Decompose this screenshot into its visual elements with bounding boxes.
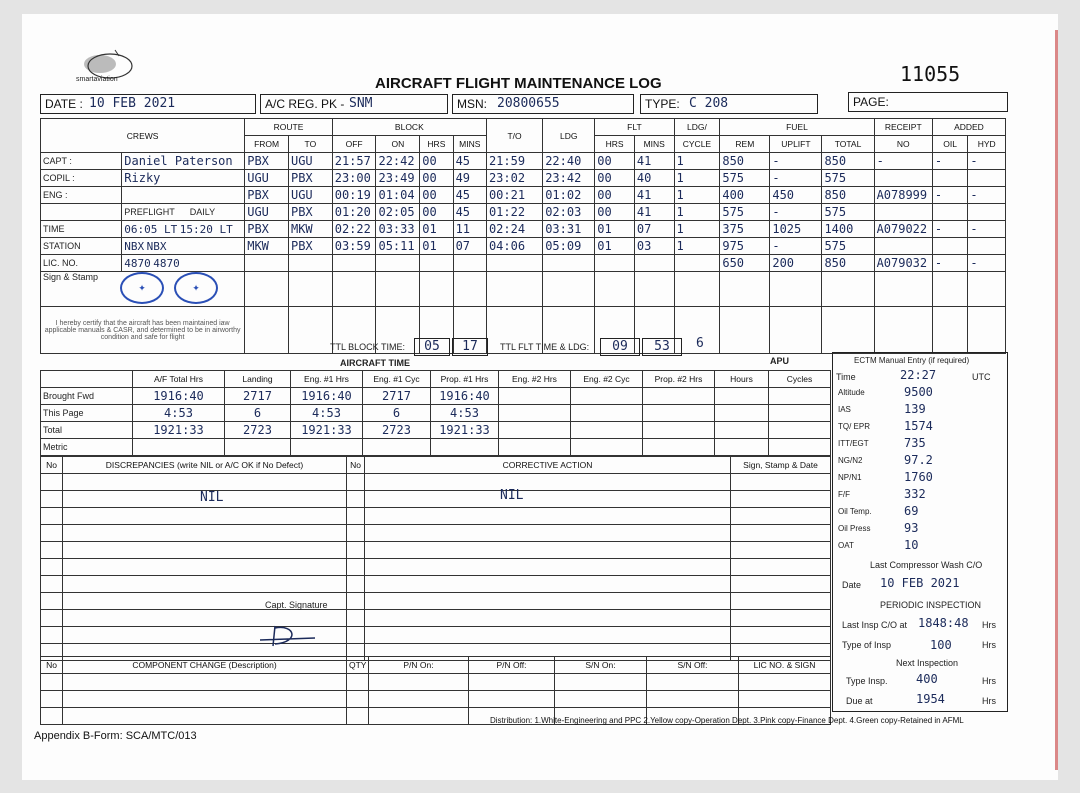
table-row: CAPT : Daniel Paterson PBX UGU 21:57 22:42 00 45 21:59 22:40 00 41 1 850 - 850 - - -	[41, 153, 1006, 170]
aircraft-time-table: A/F Total Hrs Landing Eng. #1 Hrs Eng. #1 Cyc Prop. #1 Hrs Eng. #2 Hrs Eng. #2 Cyc Prop. #2 Hrs Hours Cycles Brought Fwd 1916:40 2717 1916:40 2717 1916:40 This Page 4:53 6 4:53 6 4:53 Total 1921:33 2723 1921:33 2723 1921:33 Metric	[40, 370, 831, 456]
table-row	[41, 474, 831, 491]
ectm-param-value: 69	[904, 504, 919, 518]
page-edge-line	[1055, 30, 1058, 770]
table-row: PREFLIGHT DAILY UGU PBX 01:20 02:05 00 45 01:22 02:03 00 41 1 575 - 575	[41, 204, 1006, 221]
table-row	[41, 508, 831, 525]
ectm-param-label: IAS	[838, 405, 851, 414]
ttl-block-mins: 17	[452, 338, 488, 356]
table-row: COPIL : Rizky UGU PBX 23:00 23:49 00 49 23:02 23:42 00 40 1 575 - 575	[41, 170, 1006, 187]
appendix-label: Appendix B-Form: SCA/MTC/013	[34, 730, 197, 742]
type-insp-unit: Hrs	[982, 640, 996, 650]
ectm-title: ECTM Manual Entry (if required)	[854, 356, 970, 365]
date-box: DATE : 10 FEB 2021	[40, 94, 256, 114]
discrepancy-value: NIL	[200, 490, 224, 505]
company-logo	[70, 48, 150, 86]
msn-box: MSN: 20800655	[452, 94, 634, 114]
ectm-param-label: NG/N2	[838, 456, 863, 465]
ectm-param-value: 10	[904, 538, 919, 552]
capt-signature-icon	[255, 620, 325, 650]
compressor-title: Last Compressor Wash C/O	[870, 560, 983, 570]
ectm-param-value: 9500	[904, 385, 933, 399]
ttl-flt-label: TTL FLT TIME & LDG:	[500, 342, 590, 352]
table-row: LIC. NO. 4870 4870 650 200 850 A079032 - -	[41, 255, 1006, 272]
distribution-note: Distribution: 1.White-Engineering and PPC 2.Yellow copy-Operation Dept. 3.Pink copy-Finance Dept. 4.Green copy-Retained in AFML	[490, 716, 964, 725]
ectm-param-value: 97.2	[904, 453, 933, 467]
ectm-param-label: Oil Press	[838, 524, 871, 533]
approval-stamp-icon: ✦	[120, 272, 164, 304]
next-type-value: 400	[916, 672, 938, 686]
ectm-param-value: 139	[904, 402, 926, 416]
date-value: 10 FEB 2021	[89, 96, 176, 111]
ectm-param-label: Oil Temp.	[838, 507, 872, 516]
ectm-param-value: 1574	[904, 419, 933, 433]
reg-value: SNM	[349, 96, 373, 111]
ectm-param-label: ITT/EGT	[838, 439, 869, 448]
table-row: Metric	[41, 439, 831, 456]
table-row: STATION NBX NBX MKW PBX 03:59 05:11 01 07 04:06 05:09 01 03 1 975 - 575	[41, 238, 1006, 255]
table-row: Brought Fwd 1916:40 2717 1916:40 2717 1916:40	[41, 388, 831, 405]
last-insp-value: 1848:48	[918, 616, 969, 630]
table-row: Sign & Stamp	[41, 272, 1006, 307]
ectm-param-value: 93	[904, 521, 919, 535]
due-value: 1954	[916, 692, 945, 706]
msn-value: 20800655	[497, 96, 560, 111]
ectm-param-label: Altitude	[838, 388, 865, 397]
page-title: AIRCRAFT FLIGHT MAINTENANCE LOG	[375, 75, 662, 92]
table-row: This Page 4:53 6 4:53 6 4:53	[41, 405, 831, 422]
approval-stamp-icon: ✦	[174, 272, 218, 304]
periodic-title: PERIODIC INSPECTION	[880, 600, 982, 610]
ectm-param-value: 1760	[904, 470, 933, 484]
table-row	[41, 627, 831, 644]
corrective-value: NIL	[500, 488, 524, 503]
compressor-date-value: 10 FEB 2021	[880, 576, 960, 590]
table-row: Total 1921:33 2723 1921:33 2723 1921:33	[41, 422, 831, 439]
table-row	[41, 542, 831, 559]
ectm-param-label: TQ/ EPR	[838, 422, 871, 431]
ectm-time-unit: UTC	[972, 372, 991, 382]
table-row	[41, 593, 831, 610]
apu-title: APU	[770, 356, 790, 366]
capt-signature-label: Capt. Signature	[265, 600, 328, 610]
compressor-date-label: Date	[842, 580, 862, 590]
last-insp-unit: Hrs	[982, 620, 996, 630]
due-label: Due at	[846, 696, 873, 706]
discrepancy-table: No DISCREPANCIES (write NIL or A/C OK if No Defect) No CORRECTIVE ACTION Sign, Stamp & Date	[40, 456, 831, 661]
type-insp-value: 100	[930, 638, 952, 652]
ectm-param-label: OAT	[838, 541, 854, 550]
logo-text: smartaviation	[76, 76, 118, 83]
due-unit: Hrs	[982, 696, 996, 706]
type-value: C 208	[689, 96, 729, 111]
reg-box: A/C REG. PK - SNM	[260, 94, 448, 114]
ectm-param-value: 332	[904, 487, 926, 501]
component-table: No COMPONENT CHANGE (Description) QTY P/N On: P/N Off: S/N On: S/N Off: LIC NO. & SIGN	[40, 656, 831, 725]
next-type-label: Type Insp.	[846, 676, 888, 686]
ttl-block-label: TTL BLOCK TIME:	[330, 342, 406, 352]
type-box: TYPE: C 208	[640, 94, 818, 114]
ectm-time-value: 22:27	[900, 368, 937, 382]
ttl-flt-mins: 53	[642, 338, 682, 356]
ectm-param-label: F/F	[838, 490, 850, 499]
page-box: PAGE:	[848, 92, 1008, 112]
last-insp-label: Last Insp C/O at	[842, 620, 908, 630]
table-row	[41, 576, 831, 593]
ectm-time-label: Time	[836, 372, 856, 382]
table-row: ENG : PBX UGU 00:19 01:04 00 45 00:21 01:02 00 41 1 400 450 850 A078999 - -	[41, 187, 1006, 204]
table-row	[41, 610, 831, 627]
next-type-unit: Hrs	[982, 676, 996, 686]
flight-table: CREWS ROUTE BLOCK T/O LDG FLT LDG/ FUEL RECEIPT ADDED FROM TO OFF ON HRS MINS HRS MINS CYCLE REM UPLIFT TOTAL NO OIL HYD CAPT : Daniel Paterson PBX UGU 21:57 22:42 00 45 21:59 22:40 00 41 1 850 - 850 - - - COPIL : Rizky UGU PBX 23:00 23:49 00 49 23:02 23:42 00 40 1 575 - 575 ENG : PBX UGU 00:19 01:04 00 45 00:21 01:02 00 41 1 400 450 850 A078999 - - PREFLIGHT DAILY UGU PBX 01:20 02:05 00 45 01:22 02:03 00 41 1 575 - 575 TIME 06:05 LT 15:20 LT PBX MKW 02:22 03:33 01 11 02:24 03:31 01 07 1 375 1025 1400 A079022 - - STATION NBX NBX MKW PBX 03:59 05:11 01 07 04:06 05:09 01 03 1 975 - 575 LIC. NO. 4870 4870 650 200 850 A079032 - - Sign & Stamp I hereby certify that the aircraft has been maintained iaw applicable manuals & CASR, and determined to be in airworthy condition and safe for flight	[40, 118, 1006, 354]
table-row	[41, 491, 831, 508]
table-row	[41, 559, 831, 576]
ttl-ldg: 6	[696, 336, 704, 351]
next-insp-title: Next Inspection	[896, 658, 959, 668]
ectm-param-label: NP/N1	[838, 473, 862, 482]
serial-number: 11055	[900, 62, 961, 86]
ectm-param-value: 735	[904, 436, 926, 450]
table-row: TIME 06:05 LT 15:20 LT PBX MKW 02:22 03:33 01 11 02:24 03:31 01 07 1 375 1025 1400 A079022 - -	[41, 221, 1006, 238]
aircraft-time-title: AIRCRAFT TIME	[340, 358, 410, 368]
ttl-block-hrs: 05	[414, 338, 450, 356]
table-row: I hereby certify that the aircraft has been maintained iaw applicable manuals & CASR, and determined to be in airworthy condition and safe for flight	[41, 307, 1006, 354]
ttl-flt-hrs: 09	[600, 338, 640, 356]
table-row	[41, 525, 831, 542]
type-insp-label: Type of Insp	[842, 640, 892, 650]
